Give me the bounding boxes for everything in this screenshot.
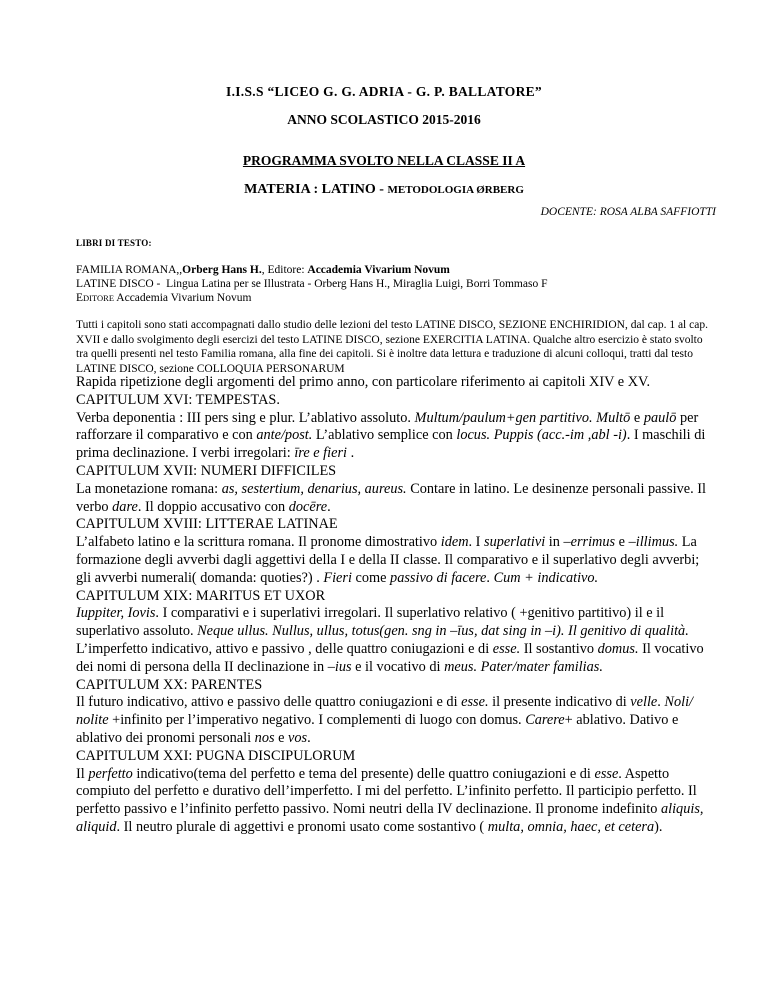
chapter-body bbox=[76, 534, 716, 587]
italic-term: Cum + indicativo. bbox=[493, 569, 599, 586]
text-run: Il vocativo dei nomi di persona della II declinazione in – bbox=[76, 640, 704, 675]
textbook-1-author: Orberg Hans H. bbox=[182, 264, 262, 276]
intro-paragraph: Rapida ripetizione degli argomenti del primo anno, con particolare riferimento ai capitoli XIV e XV. bbox=[76, 374, 651, 390]
text-run: . bbox=[307, 729, 311, 746]
italic-term: Iuppiter, Iovis bbox=[76, 605, 156, 622]
program-title: PROGRAMMA SVOLTO NELLA CLASSE II A bbox=[242, 153, 526, 168]
italic-term: esse. bbox=[461, 694, 489, 711]
italic-term: paulō bbox=[643, 409, 677, 426]
italic-term: Fieri bbox=[323, 569, 352, 586]
text-run: il presente indicativo di bbox=[488, 694, 631, 711]
italic-term: multa, omnia, haec, et cetera bbox=[487, 818, 655, 835]
italic-term: Multō bbox=[596, 409, 631, 426]
chapter-body bbox=[76, 766, 716, 837]
text-run: e bbox=[630, 409, 644, 426]
textbook-1-editor-label: , Editore: bbox=[261, 264, 308, 276]
italic-term: īre e fieri bbox=[294, 445, 347, 462]
chapter-title: CAPITULUM XVI: TEMPESTAS. bbox=[76, 391, 280, 408]
methodology-label: METODOLOGIA ØRBERG bbox=[387, 184, 524, 196]
text-run: . bbox=[327, 498, 331, 515]
italic-term: Carere bbox=[525, 712, 565, 729]
italic-term: vos bbox=[288, 729, 308, 746]
subject-line bbox=[0, 182, 768, 198]
text-run: . Il neutro plurale di aggettivi e pronomi usato come sostantivo ( bbox=[116, 818, 488, 835]
text-run: . I maschili di prima declinazione. I verbi irregolari: bbox=[76, 427, 706, 462]
text-run: Il bbox=[76, 765, 89, 782]
text-run: come bbox=[351, 569, 391, 586]
text-run: . bbox=[347, 445, 355, 462]
text-run: L’alfabeto latino e la scrittura romana. Il pronome dimostrativo bbox=[76, 534, 441, 551]
school-name: I.I.S.S “LICEO G. G. ADRIA - G. P. BALLATORE” bbox=[226, 84, 542, 99]
textbook-1-title: FAMILIA ROMANA,, bbox=[76, 264, 183, 276]
italic-term: meus. Pater/mater familias. bbox=[444, 658, 603, 675]
italic-term: Noli/ nolite bbox=[76, 694, 694, 729]
italic-term: perfetto bbox=[88, 765, 133, 782]
text-run: L’ablativo semplice con bbox=[312, 427, 457, 444]
chapter-body bbox=[76, 410, 716, 463]
textbook-2-desc: Lingua Latina per se Illustrata - Orberg Hans H., Miraglia Luigi, Borri Tommaso F bbox=[166, 278, 548, 290]
chapter-body bbox=[76, 481, 716, 517]
textbooks-list bbox=[76, 263, 716, 305]
italic-term: docēre bbox=[288, 498, 328, 515]
teacher-name: DOCENTE: ROSA ALBA SAFFIOTTI bbox=[540, 206, 716, 218]
italic-term: velle bbox=[630, 694, 658, 711]
italic-term: Neque ullus. Nullus, ullus, totus(gen. sng in –īus, dat sing in –i). Il genitivo di qualità. bbox=[197, 623, 689, 640]
italic-term: aliquis, aliquid bbox=[76, 801, 704, 835]
text-run: per rafforzare il comparativo e con bbox=[76, 409, 699, 444]
textbook-2 bbox=[76, 277, 716, 291]
chapter-body bbox=[76, 694, 716, 747]
chapter-title: CAPITULUM XVII: NUMERI DIFFICILES bbox=[76, 462, 337, 479]
text-run: La monetazione romana: bbox=[76, 480, 222, 497]
text-run: . Il doppio accusativo con bbox=[137, 498, 289, 515]
text-run: indicativo(tema del perfetto e tema del presente) delle quattro coniugazioni e di bbox=[132, 765, 595, 782]
subject-label: MATERIA : LATINO - bbox=[244, 182, 388, 197]
italic-term: dare bbox=[112, 498, 138, 515]
text-run: . bbox=[657, 694, 665, 711]
text-run: in – bbox=[545, 534, 571, 551]
italic-term: as, sestertium, denarius, aureus. bbox=[221, 480, 407, 497]
text-run: L’imperfetto indicativo, attivo e passivo , delle quattro coniugazioni e di bbox=[76, 640, 493, 657]
text-run: . Aspetto compiuto del perfetto e durativo dell’imperfetto. I mi del perfetto. L’infinito perfetto. Il participio perfetto. Il perfetto passivo e l’infinito perfetto passivo. Nomi neutri della IV declinazione. Il pronome indefinito bbox=[76, 765, 697, 818]
text-run: +infinito per l’imperativo negativo. I complementi di luogo con domus. bbox=[108, 712, 526, 729]
italic-term: illimus. bbox=[635, 534, 679, 551]
text-run: . I bbox=[468, 534, 485, 551]
text-run: La formazione degli avverbi dagli aggettivi della I e della II classe. Il comparativo e il superlativo degli avverbi; gli avverbi numerali( domanda: quoties?) . bbox=[76, 534, 700, 586]
italic-term: idem bbox=[440, 534, 469, 551]
chapter-title: CAPITULUM XVIII: LITTERAE LATINAE bbox=[76, 516, 338, 533]
chapter-title: CAPITULUM XIX: MARITUS ET UXOR bbox=[76, 587, 326, 604]
textbook-1-editor: Accademia Vivarium Novum bbox=[307, 264, 450, 276]
text-run: . bbox=[486, 569, 494, 586]
editor-label-initial: E bbox=[76, 292, 84, 304]
text-run: Il sostantivo bbox=[520, 640, 598, 657]
italic-term: Multum/paulum+gen partitivo. bbox=[414, 409, 593, 426]
editor-label-rest: DITORE bbox=[83, 293, 115, 303]
chapter-body bbox=[76, 605, 716, 676]
textbook-2-editor bbox=[76, 291, 716, 305]
text-run: e il vocativo di bbox=[351, 658, 445, 675]
italic-term: domus. bbox=[597, 640, 639, 657]
italic-term: Puppis (acc.-im ,abl -i) bbox=[493, 427, 627, 444]
textbook-2-title: LATINE DISCO - bbox=[76, 278, 164, 290]
program-content bbox=[76, 374, 716, 837]
italic-term: errimus bbox=[570, 534, 616, 551]
italic-term: superlativi bbox=[484, 534, 546, 551]
text-run: + ablativo. Dativo e ablativo dei pronomi personali bbox=[76, 712, 679, 746]
text-run: ). bbox=[654, 818, 663, 835]
textbooks-label: LIBRI DI TESTO: bbox=[76, 238, 152, 248]
italic-term: nos bbox=[254, 729, 275, 746]
italic-term: locus. bbox=[456, 427, 491, 444]
textbook-1 bbox=[76, 263, 716, 277]
italic-term: esse bbox=[594, 765, 619, 782]
italic-term: esse. bbox=[492, 640, 521, 657]
chapter-title: CAPITULUM XX: PARENTES bbox=[76, 676, 263, 693]
text-run: e – bbox=[615, 534, 636, 551]
text-run: Contare in latino. Le desinenze personali passive. Il verbo bbox=[76, 480, 706, 515]
study-note: Tutti i capitoli sono stati accompagnati dallo studio delle lezioni del testo LATINE DISCO, SEZIONE ENCHIRIDION, dal cap. 1 al cap. XVII e dallo svolgimento degli esercizi del testo LATINE DISCO, sezione EXERCITIA LATINA. Qualche altro esercizio è stato svolto tra quelli presenti nel testo Familia romana, alla fine dei capitoli. Si è inoltre data lettura e traduzione di alcuni colloqui, tratti dal testo LATINE DISCO, sezione COLLOQUIA PERSONARUM bbox=[76, 319, 708, 375]
text-run: Il futuro indicativo, attivo e passivo delle quattro coniugazioni e di bbox=[76, 694, 462, 711]
chapters-list bbox=[76, 392, 716, 837]
editor-name: Accademia Vivarium Novum bbox=[114, 292, 252, 304]
chapter-title: CAPITULUM XXI: PUGNA DISCIPULORUM bbox=[76, 747, 356, 764]
school-year: ANNO SCOLASTICO 2015-2016 bbox=[287, 112, 481, 127]
italic-term: ius bbox=[334, 658, 352, 675]
italic-term: passivo di facere bbox=[390, 569, 487, 586]
italic-term: ante/post. bbox=[256, 427, 313, 444]
text-run: Verba deponentia : III pers sing e plur. L’ablativo assoluto. bbox=[76, 409, 415, 426]
text-run: . I comparativi e i superlativi irregolari. Il superlativo relativo ( +genitivo partitivo) il e il superlativo assoluto. bbox=[76, 605, 665, 640]
text-run: e bbox=[274, 729, 289, 746]
